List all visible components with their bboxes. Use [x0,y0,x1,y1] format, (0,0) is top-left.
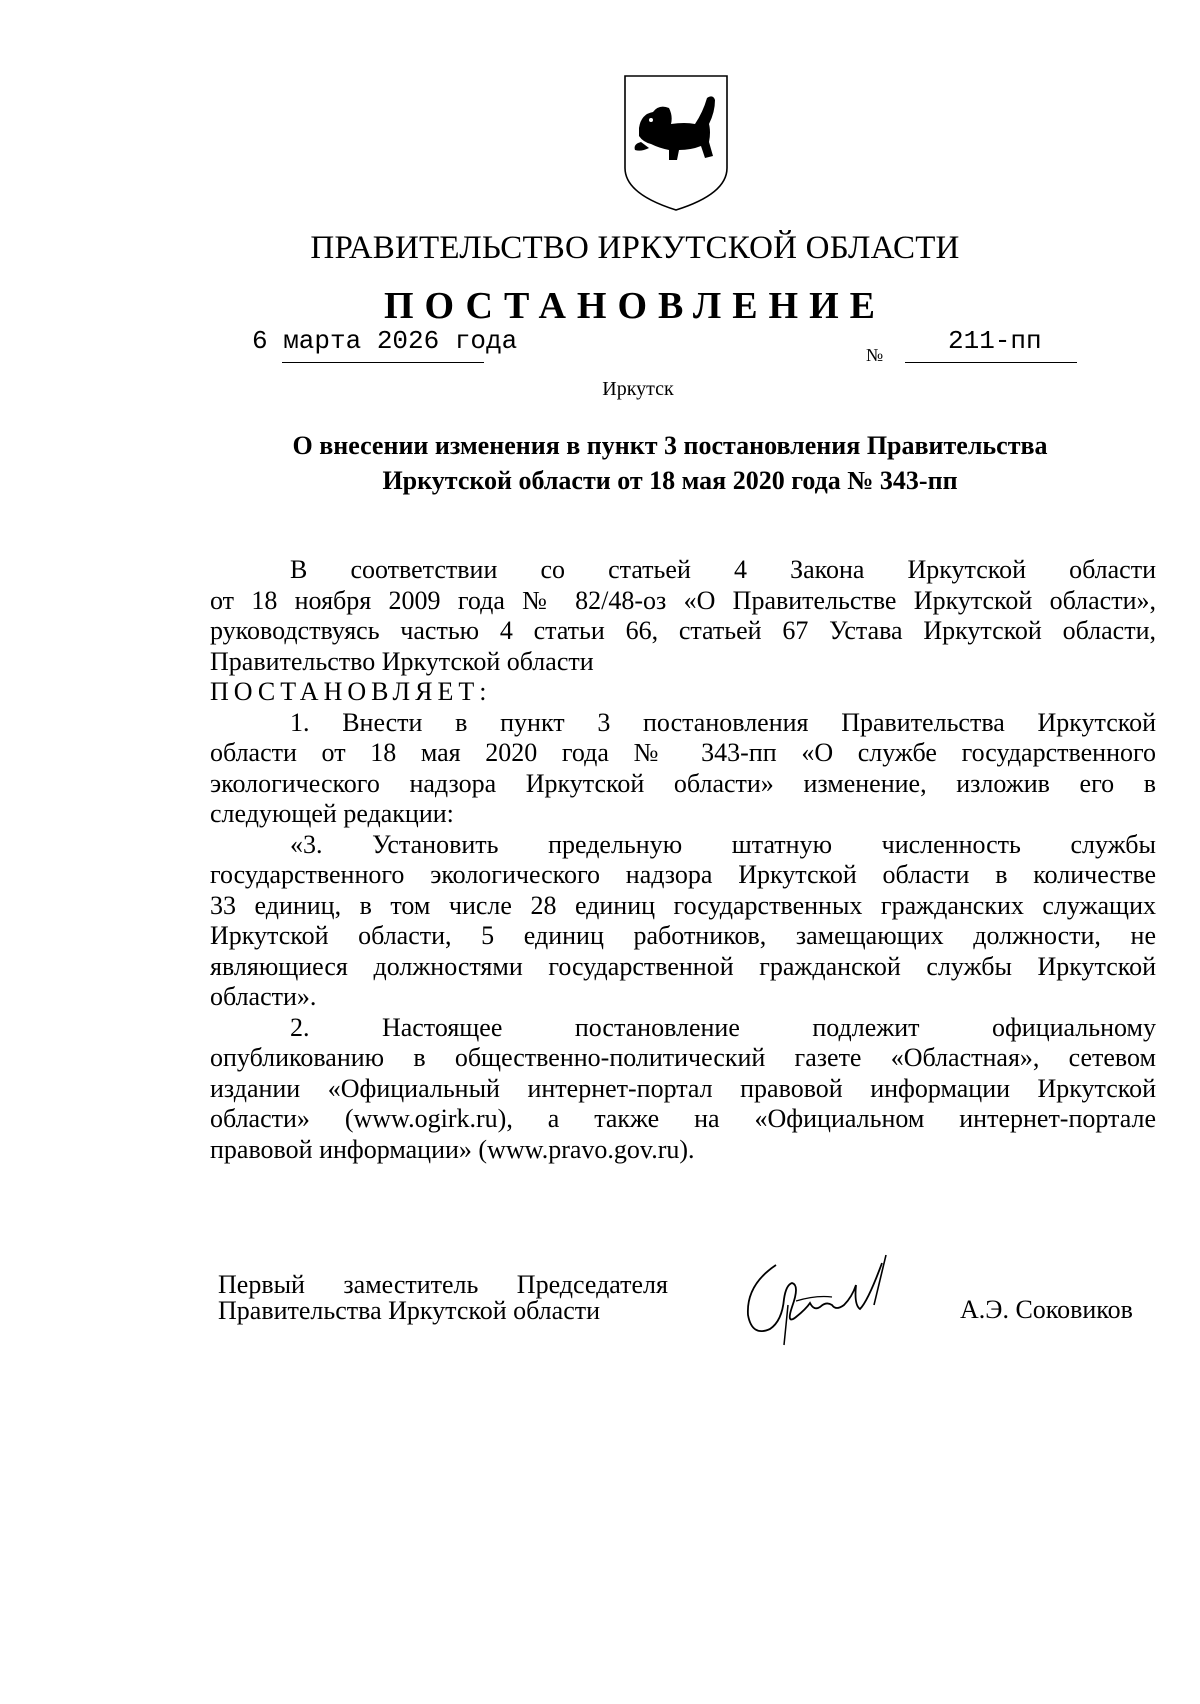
resolves-heading: ПОСТАНОВЛЯЕТ: [210,677,492,706]
city-name: Иркутск [602,378,674,400]
coat-of-arms-emblem [621,72,731,214]
body-line: Правительство Иркутской области [210,646,594,676]
document-type-title: ПОСТАНОВЛЕНИЕ [383,285,887,327]
date-underline [282,362,484,363]
document-date: 6 марта 2026 года [252,326,518,356]
subject-line: Иркутской области от 18 мая 2020 года № 343-пп [382,466,958,495]
subject-line: О внесении изменения в пункт 3 постановления Правительства [292,431,1048,460]
number-underline [905,362,1077,363]
body-line: издании «Официальный интернет-портал правовой информации Иркутской [210,1073,1156,1103]
body-line: В соответствии со статьей 4 Закона Иркутской области [290,555,1156,584]
body-line: области». [210,982,317,1011]
signatory-title-line: Первый заместитель Председателя [218,1270,668,1299]
document-number: 211-пп [948,326,1042,356]
body-line: правовой информации» (www.pravo.gov.ru). [210,1134,695,1164]
body-line: области» (www.ogirk.ru), а также на «Официальном интернет-портале [210,1104,1156,1133]
signatory-title-line: Правительства Иркутской области [218,1296,601,1325]
body-line: опубликованию в общественно-политический газете «Областная», сетевом [210,1043,1156,1072]
document-body [210,555,1156,1165]
body-line: руководствуясь частью 4 статьи 66, статьей 67 Устава Иркутской области, [210,616,1156,645]
body-line: 33 единиц, в том числе 28 единиц государственных гражданских служащих [210,890,1156,920]
body-line: «3. Установить предельную штатную численность службы [290,829,1156,859]
body-line: 1. Внести в пункт 3 постановления Правительства Иркутской [290,707,1156,737]
body-line: области от 18 мая 2020 года № 343-пп «О службе государственного [210,738,1156,767]
body-line: Иркутской области, 5 единиц работников, замещающих должности, не [210,921,1156,950]
body-line: следующей редакции: [210,799,454,828]
body-line: от 18 ноября 2009 года № 82/48-оз «О Правительстве Иркутской области», [210,585,1156,615]
body-line: 2. Настоящее постановление подлежит официальному [290,1012,1156,1042]
body-line: экологического надзора Иркутской области» изменение, изложив его в [210,768,1156,798]
body-line: государственного экологического надзора Иркутской области в количестве [210,860,1156,889]
body-line: являющиеся должностями государственной гражданской службы Иркутской [210,951,1156,981]
signatory-name: А.Э. Соковиков [960,1295,1133,1324]
organization-title: ПРАВИТЕЛЬСТВО ИРКУТСКОЙ ОБЛАСТИ [310,230,960,266]
signatory-title [218,1272,668,1324]
number-sign: № [866,345,884,365]
handwritten-signature [736,1245,926,1355]
document-subject [230,428,1110,498]
